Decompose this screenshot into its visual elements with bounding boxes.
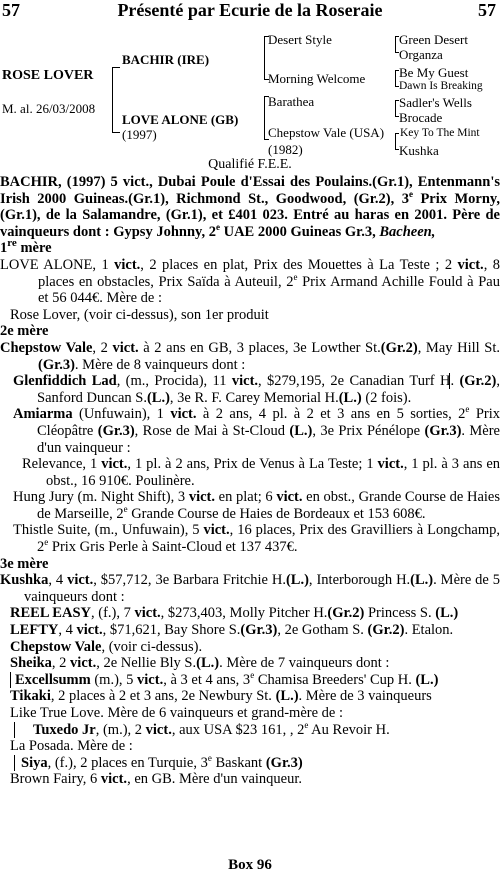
page-number-left: 57 bbox=[2, 0, 20, 20]
dam-year: (1997) bbox=[122, 127, 157, 142]
dam-sire: Barathea bbox=[268, 94, 315, 109]
third-dam-text: Kushka, 4 vict., $57,712, 3e Barbara Fritchie H.(L.), Interborough H.(L.). Mère de 5 vainqueurs dont : bbox=[0, 572, 500, 605]
dss: Sadler's Wells bbox=[399, 95, 472, 110]
qualified-label: Qualifié F.E.E. bbox=[208, 157, 292, 172]
first-dam-text: LOVE ALONE, 1 vict., 2 places en plat, Prix des Mouettes à La Teste ; 2 vict., 8 places en obstacles, Prix Saïda à Auteuil, 2e Prix Armand Achille Fould à Pau et 56 044€. Mère de : bbox=[0, 256, 500, 307]
brown-fairy-entry: Brown Fairy, 6 vict., en GB. Mère d'un vainqueur. bbox=[10, 771, 303, 788]
true-love-entry: Like True Love. Mère de 6 vainqueurs et grand-mère de : bbox=[10, 705, 343, 721]
second-dam-text: Chepstow Vale, 2 vict. à 2 ans en GB, 3 places, 3e Lowther St.(Gr.2), May Hill St.(Gr.3). Mère de 8 vainqueurs dont : bbox=[0, 339, 500, 373]
horse-description: M. al. 26/03/2008 bbox=[2, 101, 96, 116]
sdd: Dawn Is Breaking bbox=[399, 80, 483, 92]
catalog-body bbox=[0, 174, 500, 788]
lefty-entry: LEFTY, 4 vict., $71,621, Bay Shore S.(Gr.3), 2e Gotham S. (Gr.2). Etalon. bbox=[10, 622, 454, 639]
ssd: Organza bbox=[399, 47, 443, 62]
second-dam-heading: 2e mère bbox=[0, 323, 49, 340]
box-number: Box 96 bbox=[228, 857, 272, 873]
page-title: Présenté par Ecurie de la Roseraie bbox=[117, 0, 383, 20]
dam-name: LOVE ALONE (GB) bbox=[122, 112, 239, 127]
sire-name: BACHIR (IRE) bbox=[122, 52, 210, 67]
tuxedo-entry: Tuxedo Jr, (m.), 2 vict., aux USA $23 161, , 2e Au Revoir H. bbox=[0, 722, 500, 739]
glenfiddich-entry: Glenfiddich Lad, (m., Procida), 11 vict., $279,195, 2e Canadian Turf H. (Gr.2), Sanford Duncan S.(L.), 3e R. F. Carey Memorial H.(L.) (2 fois). bbox=[13, 373, 500, 406]
sire-paragraph: BACHIR, (1997) 5 vict., Dubai Poule d'Essai des Poulains.(Gr.1), Entenmann's Irish 2000 Guineas.(Gr.1), Richmond St., Goodwood, (Gr.2), 3e Prix Morny, (Gr.1), de la Salamandre, (Gr.1), et £401 023. Entré au haras en 2001. Père de vainqueurs dont : Gypsy Johnny, 2e UAE 2000 Guineas Gr.3, Bacheen, bbox=[0, 174, 500, 240]
page-number-right: 57 bbox=[478, 0, 496, 20]
excellsumm-entry: Excellsumm (m.), 5 vict., à 3 et 4 ans, 3e Chamisa Breeders' Cup H. (L.) bbox=[0, 672, 500, 689]
relevance-entry: Relevance, 1 vict., 1 pl. à 2 ans, Prix de Venus à La Teste; 1 vict., 1 pl. à 3 ans en obst., 16 910€. Poulinère. bbox=[22, 456, 500, 489]
dsd: Brocade bbox=[399, 110, 443, 125]
siya-entry: Siya, (f.), 2 places en Turquie, 3e Baskant (Gr.3) bbox=[0, 755, 500, 772]
dds: Key To The Mint bbox=[400, 127, 480, 139]
dam-dam: Chepstow Vale (USA) bbox=[268, 125, 385, 140]
sds: Be My Guest bbox=[399, 65, 469, 80]
sire-sire: Desert Style bbox=[268, 32, 332, 47]
amiarma-entry: Amiarma (Unfuwain), 1 vict. à 2 ans, 4 pl. à 2 et 3 ans en 5 sorties, 2e Prix Cléopâtre (Gr.3), Rose de Mai à St-Cloud (L.), 3e Prix Pénélope (Gr.3). Mère d'un vainqueur : bbox=[13, 404, 500, 456]
thistle-entry: Thistle Suite, (m., Unfuwain), 5 vict., 16 places, Prix des Gravilliers à Longchamp, 2e Prix Gris Perle à Saint-Cloud et 137 437€. bbox=[13, 522, 500, 556]
sire-dam: Morning Welcome bbox=[268, 71, 366, 86]
first-dam-produce: Rose Lover, (voir ci-dessus), son 1er produit bbox=[10, 306, 269, 323]
reel-easy-entry: REEL EASY, (f.), 7 vict., $273,403, Molly Pitcher H.(Gr.2) Princess S. (L.) bbox=[10, 605, 459, 622]
hung-jury-entry: Hung Jury (m. Night Shift), 3 vict. en plat; 6 vict. en obst., Grande Course de Haies de Marseille, 2e Grande Course de Haies de Bordeaux et 153 608€. bbox=[13, 489, 500, 522]
la-posada-entry: La Posada. Mère de : bbox=[10, 738, 133, 755]
chepstow-entry: Chepstow Vale, (voir ci-dessus). bbox=[10, 638, 203, 655]
ddd: Kushka bbox=[399, 143, 439, 158]
sss: Green Desert bbox=[399, 32, 468, 47]
horse-name: ROSE LOVER bbox=[2, 68, 94, 83]
dam-dam-year: (1982) bbox=[268, 142, 303, 157]
tikaki-entry: Tikaki, 2 places à 2 et 3 ans, 2e Newbury St. (L.). Mère de 3 vainqueurs bbox=[10, 688, 432, 705]
third-dam-heading: 3e mère bbox=[0, 555, 49, 572]
first-dam-heading: 1re mère bbox=[0, 237, 52, 257]
sheika-entry: Sheika, 2 vict., 2e Nellie Bly S.(L.). Mère de 7 vainqueurs dont : bbox=[10, 655, 390, 672]
